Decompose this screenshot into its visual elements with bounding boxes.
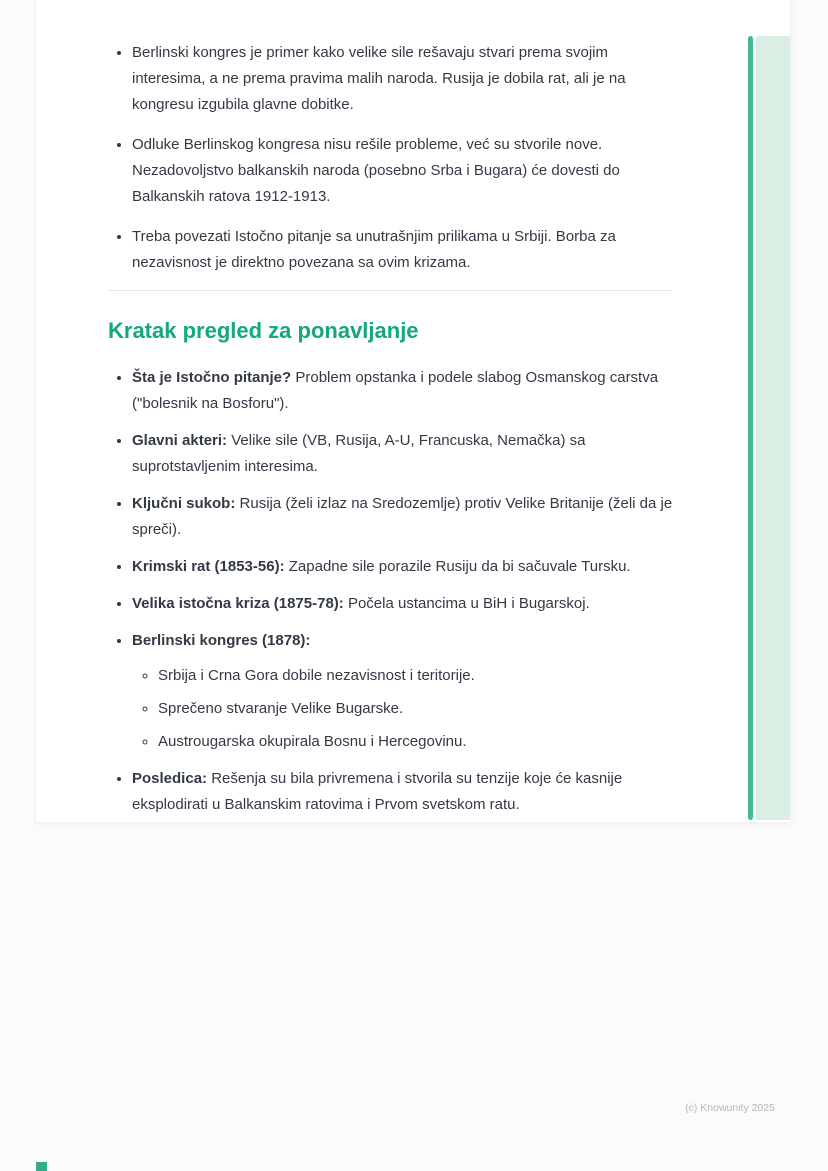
list-item <box>132 224 683 276</box>
item-lead: Ključni sukob: <box>132 495 236 512</box>
list-item <box>132 428 683 480</box>
item-text: Velike sile (VB, Rusija, A-U, Francuska, Nemačka) sa suprotstavljenim interesima. <box>132 432 586 475</box>
list-item <box>132 628 683 755</box>
item-text: Zapadne sile porazile Rusiju da bi sačuvale Tursku. <box>288 558 631 575</box>
list-item <box>132 554 683 580</box>
section-divider <box>108 290 671 291</box>
bullet-text: Odluke Berlinskog kongresa nisu rešile probleme, već su stvorile nove. Nezadovoljstvo balkanskih naroda (posebno Srba i Bugara) će dovesti do Balkanskih ratova 1912-1913. <box>132 136 620 205</box>
item-lead: Velika istočna kriza (1875-78): <box>132 595 344 612</box>
list-item <box>132 766 683 818</box>
sub-bullet-list <box>132 663 683 755</box>
bullet-text: Austrougarska okupirala Bosnu i Hercegovinu. <box>158 733 467 750</box>
bullet-text: Treba povezati Istočno pitanje sa unutrašnjim prilikama u Srbiji. Borba za nezavisnost je direktno povezana sa ovim krizama. <box>132 228 616 271</box>
item-lead: Šta je Istočno pitanje? <box>132 369 292 386</box>
page-content <box>108 40 683 829</box>
document-page-card <box>36 0 790 822</box>
item-text: Rešenja su bila privremena i stvorila su tenzije koje će kasnije eksplodirati u Balkanskim ratovima i Prvom svetskom ratu. <box>132 770 623 813</box>
bullet-text: Srbija i Crna Gora dobile nezavisnost i teritorije. <box>158 667 475 684</box>
list-item <box>132 591 683 617</box>
list-item <box>132 132 683 210</box>
right-accent-line <box>748 36 753 820</box>
item-lead: Glavni akteri: <box>132 432 228 449</box>
item-lead: Berlinski kongres (1878): <box>132 632 311 649</box>
page-footer-copyright: (c) Knowunity 2025 <box>685 1102 775 1114</box>
item-lead: Krimski rat (1853-56): <box>132 558 285 575</box>
sub-list-item <box>158 696 683 722</box>
item-text: Problem opstanka i podele slabog Osmanskog carstva ("bolesnik na Bosforu"). <box>132 369 659 412</box>
review-bullet-list <box>108 365 683 818</box>
right-accent-strip <box>756 36 790 820</box>
bullet-text: Sprečeno stvaranje Velike Bugarske. <box>158 700 404 717</box>
list-item <box>132 491 683 543</box>
list-item <box>132 365 683 417</box>
sub-list-item <box>158 663 683 689</box>
bullet-text: Berlinski kongres je primer kako velike sile rešavaju stvari prema svojim interesima, a ne prema pravima malih naroda. Rusija je dobila rat, ali je na kongresu izgubila glavne dobitke. <box>132 44 626 113</box>
item-lead: Posledica: <box>132 770 208 787</box>
sub-list-item <box>158 729 683 755</box>
item-text: Počela ustancima u BiH i Bugarskoj. <box>347 595 590 612</box>
section-title: Kratak pregled za ponavljanje <box>108 318 419 343</box>
item-text: Rusija (želi izlaz na Sredozemlje) protiv Velike Britanije (želi da je spreči). <box>132 495 673 538</box>
next-page-accent-corner <box>36 1162 47 1171</box>
intro-bullet-list <box>108 40 683 276</box>
list-item <box>132 40 683 118</box>
